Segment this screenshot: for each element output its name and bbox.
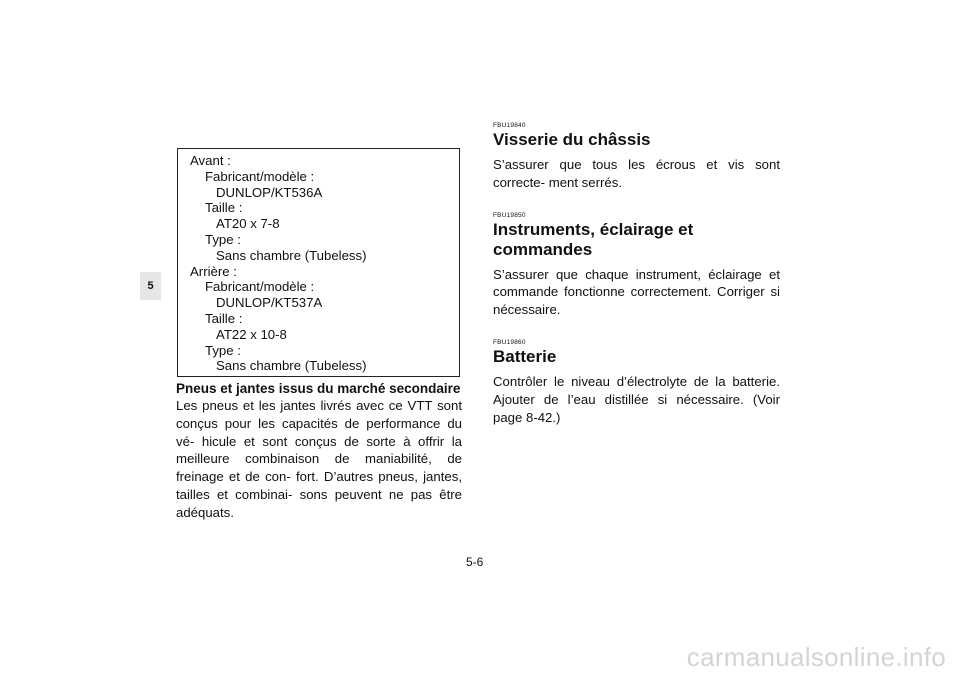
spec-rear-size-value: AT22 x 10-8 [216, 326, 287, 342]
spec-rear-make-value: DUNLOP/KT537A [216, 295, 323, 311]
aftermarket-heading: Pneus et jantes issus du marché secondaire [176, 381, 461, 396]
section-code: FBU19850 [493, 211, 526, 219]
tire-spec-box [177, 148, 460, 377]
paragraph-line: commande fonctionne correctement. Corriger si [493, 284, 780, 300]
spec-rear-type-label: Type : [205, 342, 241, 358]
watermark: carmanualsonline.info [686, 642, 946, 672]
section-code: FBU19840 [493, 122, 526, 129]
spec-front-type-label: Type : [205, 231, 241, 247]
paragraph-line: nécessaire. [493, 302, 561, 318]
paragraph-line: combinaison de maniabilité, de freinage et de con- [176, 451, 462, 485]
paragraph-line: Les pneus et les jantes livrés avec ce VTT sont [176, 398, 462, 413]
paragraph-line: Ajouter de l’eau distillée si nécessaire. (Voir [493, 391, 780, 407]
maintenance-sections [493, 122, 780, 446]
paragraph-line: fort. D’autres pneus, jantes, tailles et combinai- [176, 469, 462, 502]
spec-rear-type-value: Sans chambre (Tubeless) [216, 358, 367, 374]
spec-front-make-value: DUNLOP/KT536A [216, 184, 323, 200]
section-paragraph [493, 156, 780, 192]
section-code: FBU19860 [493, 338, 526, 346]
spec-front-size-value: AT20 x 7-8 [216, 216, 280, 232]
page-number: 5-6 [466, 555, 484, 569]
section-title: Batterie [493, 346, 557, 366]
spec-front-size-label: Taille : [205, 200, 243, 216]
paragraph-line: S’assurer que chaque instrument, éclairage et [493, 266, 780, 282]
paragraph-line: sons peuvent ne pas être adéquats. [176, 486, 462, 520]
aftermarket-paragraph [176, 397, 462, 522]
section-paragraph [493, 373, 780, 426]
paragraph-line: hicule et sont conçus de sorte à offrir la meilleure [176, 433, 462, 467]
spec-front-label: Avant : [190, 153, 231, 168]
paragraph-line: page 8-42.) [493, 409, 561, 425]
paragraph-line: conçus pour les capacités de performance du vé- [176, 415, 462, 449]
spec-front-make-label: Fabricant/modèle : [205, 168, 315, 184]
section-chassis-fasteners [493, 122, 780, 192]
paragraph-line: S’assurer que tous les écrous et vis sont correcte- [493, 157, 780, 190]
spec-rear-size-label: Taille : [205, 310, 243, 326]
section-title: Visserie du châssis [493, 130, 651, 149]
section-instruments [493, 212, 780, 319]
chapter-tab: 5 [140, 272, 161, 300]
paragraph-line: ment serrés. [548, 174, 622, 190]
section-title: Instruments, éclairage et commandes [493, 219, 694, 259]
aftermarket-section [176, 380, 462, 522]
section-battery [493, 339, 780, 426]
spec-front-type-value: Sans chambre (Tubeless) [216, 247, 367, 263]
spec-rear-make-label: Fabricant/modèle : [205, 279, 315, 295]
section-paragraph [493, 266, 780, 319]
spec-rear-label: Arrière : [190, 263, 237, 279]
paragraph-line: Contrôler le niveau d’électrolyte de la batterie. [493, 373, 780, 389]
